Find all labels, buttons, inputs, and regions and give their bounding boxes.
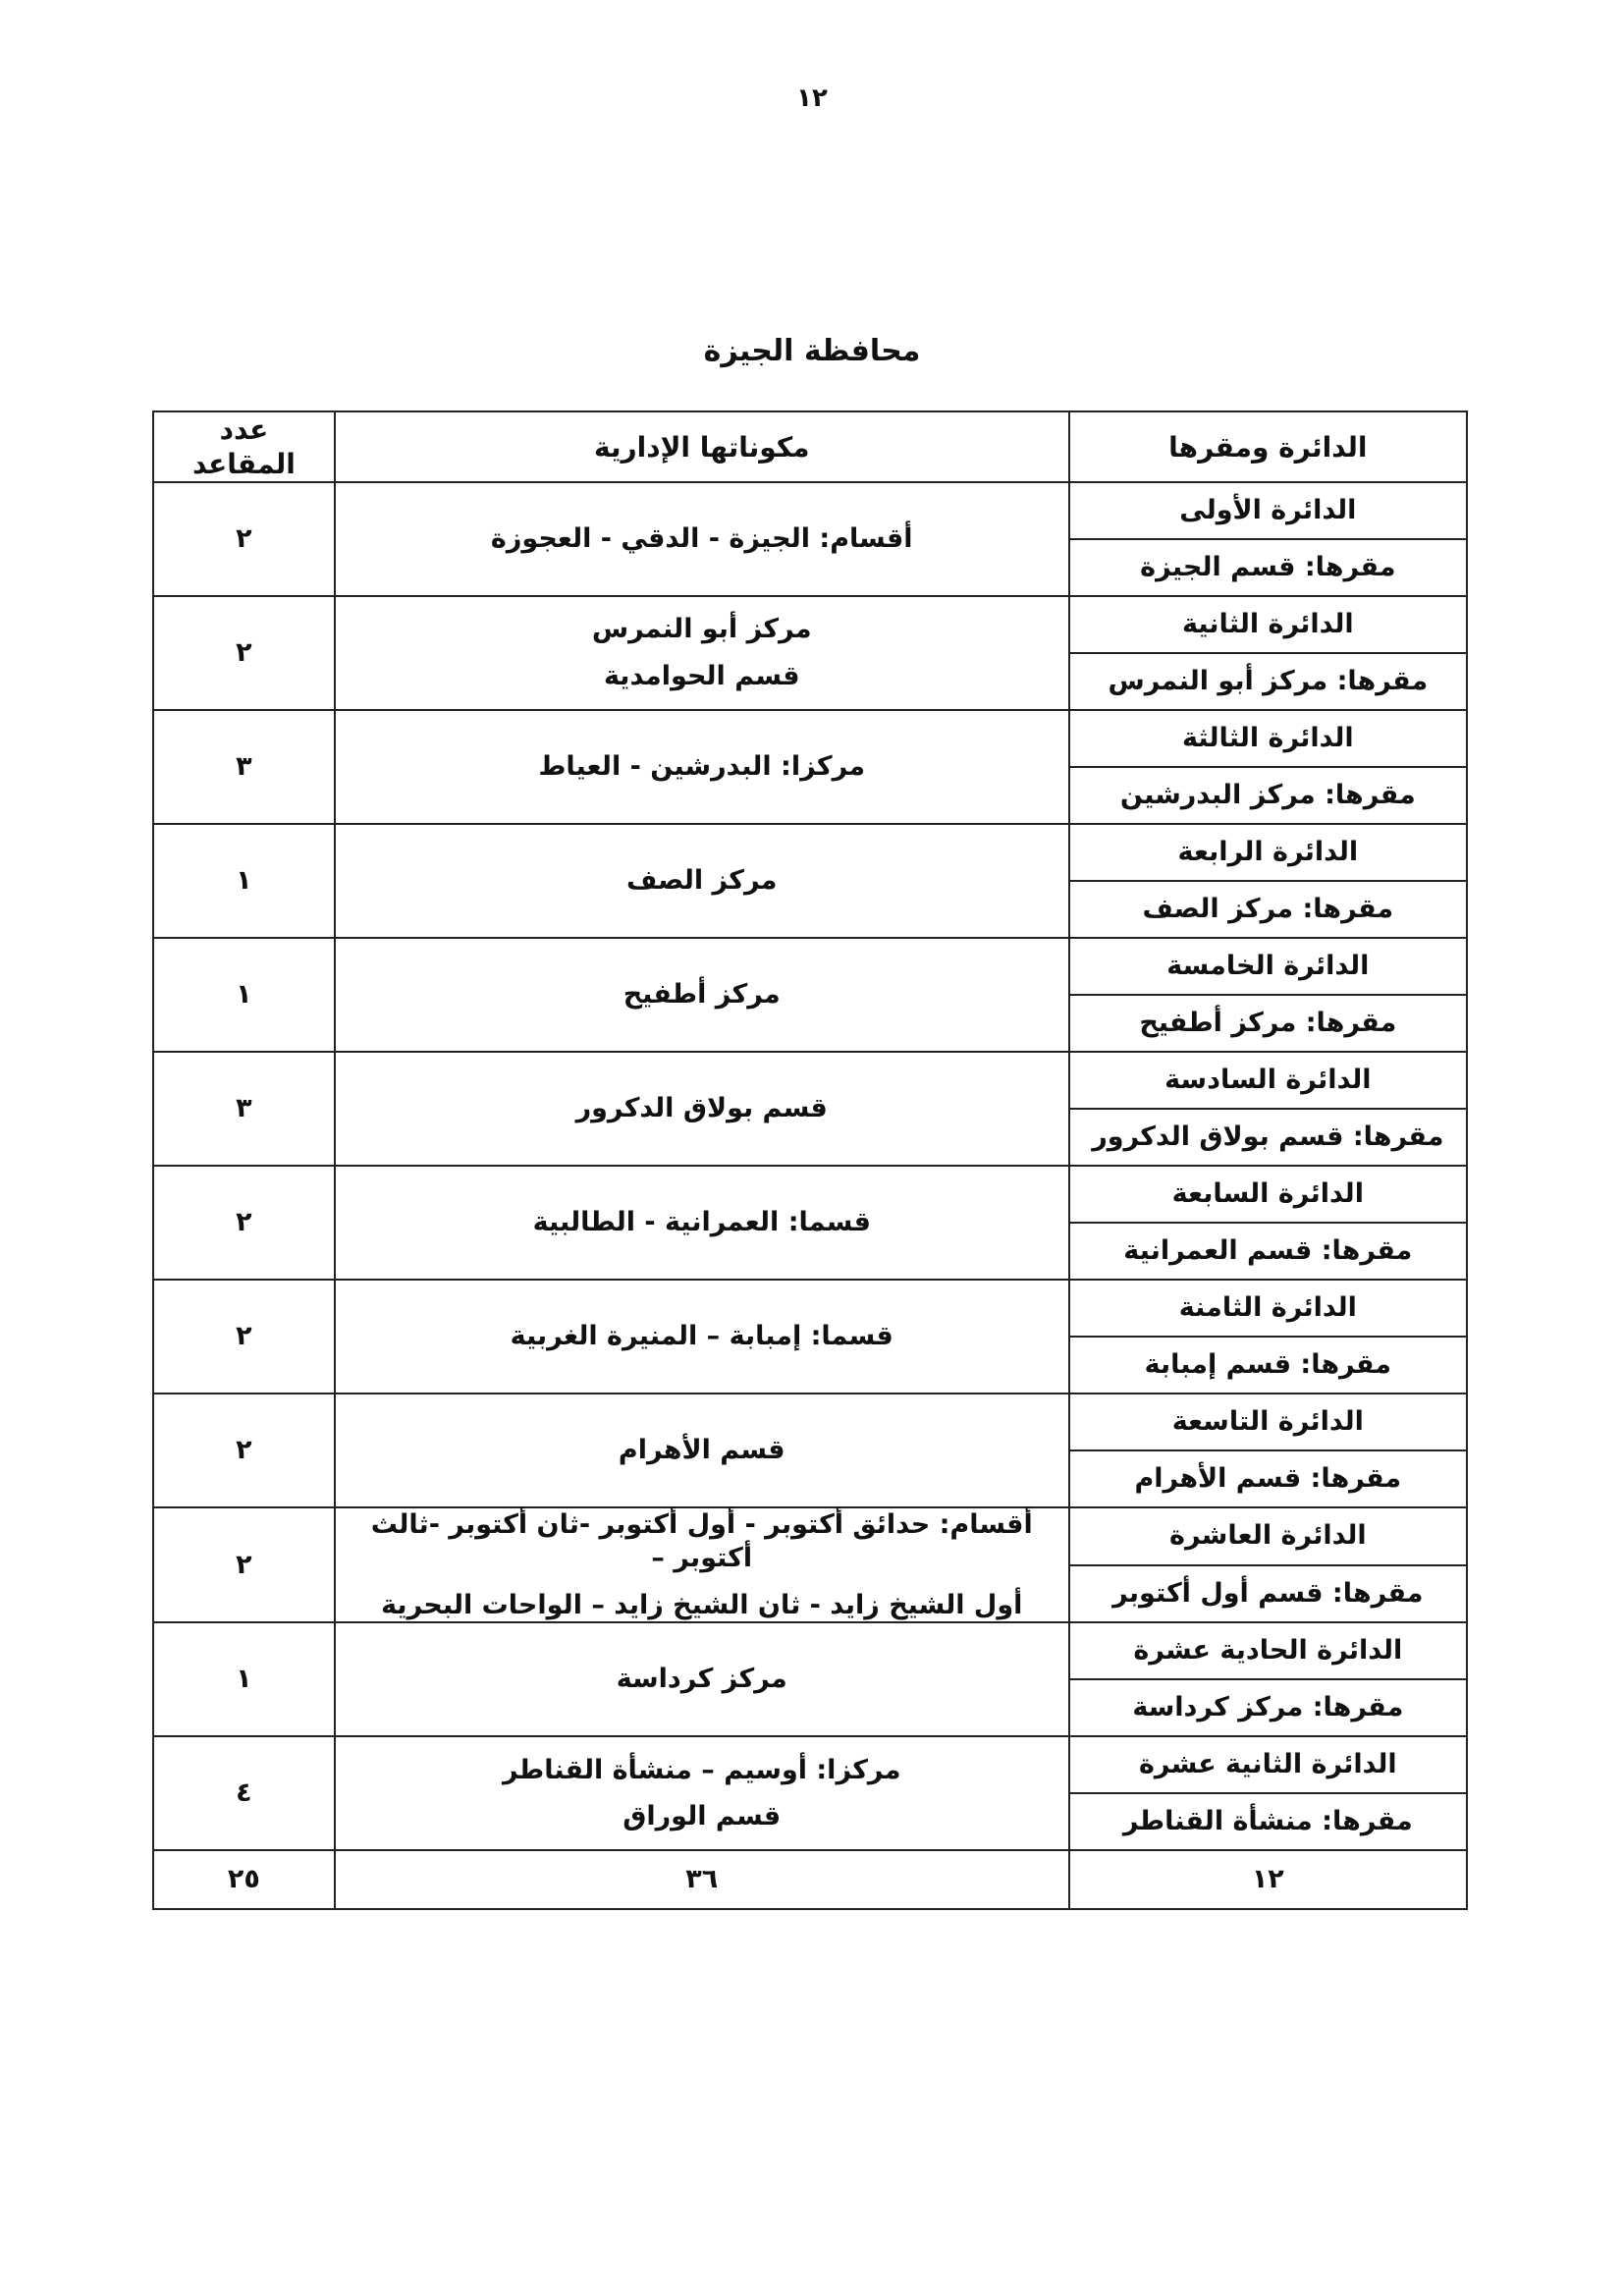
district-name: الدائرة الخامسة bbox=[1069, 938, 1467, 995]
component-line: قسما: العمرانية - الطالبية bbox=[532, 1207, 871, 1238]
component-line: قسم الأهرام bbox=[618, 1435, 785, 1466]
component-line: مركزا: أوسيم – منشأة القناطر bbox=[503, 1754, 901, 1785]
table-row bbox=[153, 1736, 1467, 1793]
district-components bbox=[335, 1394, 1069, 1507]
district-components bbox=[335, 938, 1069, 1052]
table-row bbox=[153, 482, 1467, 539]
table-row bbox=[153, 710, 1467, 767]
district-headquarters: مقرها: مركز البدرشين bbox=[1069, 767, 1467, 824]
table-row bbox=[153, 1394, 1467, 1450]
district-components bbox=[335, 1166, 1069, 1280]
header-row bbox=[153, 411, 1467, 482]
district-components bbox=[335, 710, 1069, 824]
district-seats: ١ bbox=[153, 938, 335, 1052]
district-seats: ٢ bbox=[153, 1280, 335, 1394]
district-seats: ١ bbox=[153, 824, 335, 938]
district-name: الدائرة الحادية عشرة bbox=[1069, 1622, 1467, 1679]
district-components bbox=[335, 482, 1069, 596]
header-seats: عدد المقاعد bbox=[153, 411, 335, 482]
district-seats: ٢ bbox=[153, 1394, 335, 1507]
component-line: أول الشيخ زايد - ثان الشيخ زايد – الواحات البحرية bbox=[381, 1589, 1023, 1620]
component-line: أقسام: الجيزة - الدقي - العجوزة bbox=[490, 523, 913, 555]
district-name: الدائرة الرابعة bbox=[1069, 824, 1467, 881]
districts-table bbox=[152, 410, 1468, 1910]
district-headquarters: مقرها: قسم الجيزة bbox=[1069, 539, 1467, 596]
district-headquarters: مقرها: قسم العمرانية bbox=[1069, 1223, 1467, 1280]
district-name: الدائرة الثامنة bbox=[1069, 1280, 1467, 1337]
table-row bbox=[153, 1622, 1467, 1679]
component-line: مركز أطفيح bbox=[623, 979, 781, 1011]
district-components bbox=[335, 1736, 1069, 1850]
district-name: الدائرة الثانية bbox=[1069, 596, 1467, 653]
document-title: محافظة الجيزة bbox=[703, 334, 921, 368]
table-row bbox=[153, 596, 1467, 653]
table-row bbox=[153, 1507, 1467, 1565]
header-components: مكوناتها الإدارية bbox=[335, 411, 1069, 482]
district-seats: ٢ bbox=[153, 1507, 335, 1622]
district-headquarters: مقرها: قسم الأهرام bbox=[1069, 1450, 1467, 1507]
table-row bbox=[153, 1280, 1467, 1337]
header-district: الدائرة ومقرها bbox=[1069, 411, 1467, 482]
district-seats: ٣ bbox=[153, 710, 335, 824]
district-seats: ٢ bbox=[153, 1166, 335, 1280]
district-headquarters: مقرها: مركز أطفيح bbox=[1069, 995, 1467, 1052]
district-components bbox=[335, 1280, 1069, 1394]
table-body bbox=[153, 482, 1467, 1909]
district-seats: ١ bbox=[153, 1622, 335, 1736]
district-components bbox=[335, 1052, 1069, 1166]
component-line: مركز أبو النمرس bbox=[591, 614, 812, 645]
district-components bbox=[335, 596, 1069, 710]
component-line: قسم الحوامدية bbox=[603, 661, 800, 691]
district-seats: ٢ bbox=[153, 596, 335, 710]
total-seats: ٢٥ bbox=[153, 1850, 335, 1909]
district-seats: ٤ bbox=[153, 1736, 335, 1850]
district-name: الدائرة الثالثة bbox=[1069, 710, 1467, 767]
component-line: قسم بولاق الدكرور bbox=[575, 1093, 828, 1124]
total-components: ٣٦ bbox=[335, 1850, 1069, 1909]
district-headquarters: مقرها: قسم أول أكتوبر bbox=[1069, 1565, 1467, 1623]
district-headquarters: مقرها: مركز الصف bbox=[1069, 881, 1467, 938]
district-headquarters: مقرها: مركز كرداسة bbox=[1069, 1679, 1467, 1736]
district-components bbox=[335, 1507, 1069, 1622]
component-line: مركز الصف bbox=[625, 865, 778, 897]
district-name: الدائرة الثانية عشرة bbox=[1069, 1736, 1467, 1793]
district-name: الدائرة السادسة bbox=[1069, 1052, 1467, 1109]
district-headquarters: مقرها: مركز أبو النمرس bbox=[1069, 653, 1467, 710]
district-name: الدائرة الأولى bbox=[1069, 482, 1467, 539]
table-row bbox=[153, 1166, 1467, 1223]
table-row bbox=[153, 1052, 1467, 1109]
table-row bbox=[153, 824, 1467, 881]
district-seats: ٢ bbox=[153, 482, 335, 596]
district-name: الدائرة التاسعة bbox=[1069, 1394, 1467, 1450]
component-line: أقسام: حدائق أكتوبر - أول أكتوبر -ثان أكتوبر -ثالث أكتوبر – bbox=[370, 1509, 1033, 1573]
district-headquarters: مقرها: قسم بولاق الدكرور bbox=[1069, 1109, 1467, 1166]
district-name: الدائرة السابعة bbox=[1069, 1166, 1467, 1223]
totals-row bbox=[153, 1850, 1467, 1909]
component-line: مركز كرداسة bbox=[616, 1664, 787, 1695]
page-number: ١٢ bbox=[796, 83, 828, 113]
district-name: الدائرة العاشرة bbox=[1069, 1507, 1467, 1565]
total-districts: ١٢ bbox=[1069, 1850, 1467, 1909]
district-headquarters: مقرها: منشأة القناطر bbox=[1069, 1793, 1467, 1850]
district-components bbox=[335, 1622, 1069, 1736]
district-headquarters: مقرها: قسم إمبابة bbox=[1069, 1337, 1467, 1394]
component-line: قسما: إمبابة – المنيرة الغربية bbox=[510, 1321, 893, 1352]
component-line: مركزا: البدرشين - العياط bbox=[538, 751, 866, 783]
table-row bbox=[153, 938, 1467, 995]
district-seats: ٣ bbox=[153, 1052, 335, 1166]
district-components bbox=[335, 824, 1069, 938]
component-line: قسم الوراق bbox=[623, 1801, 782, 1832]
